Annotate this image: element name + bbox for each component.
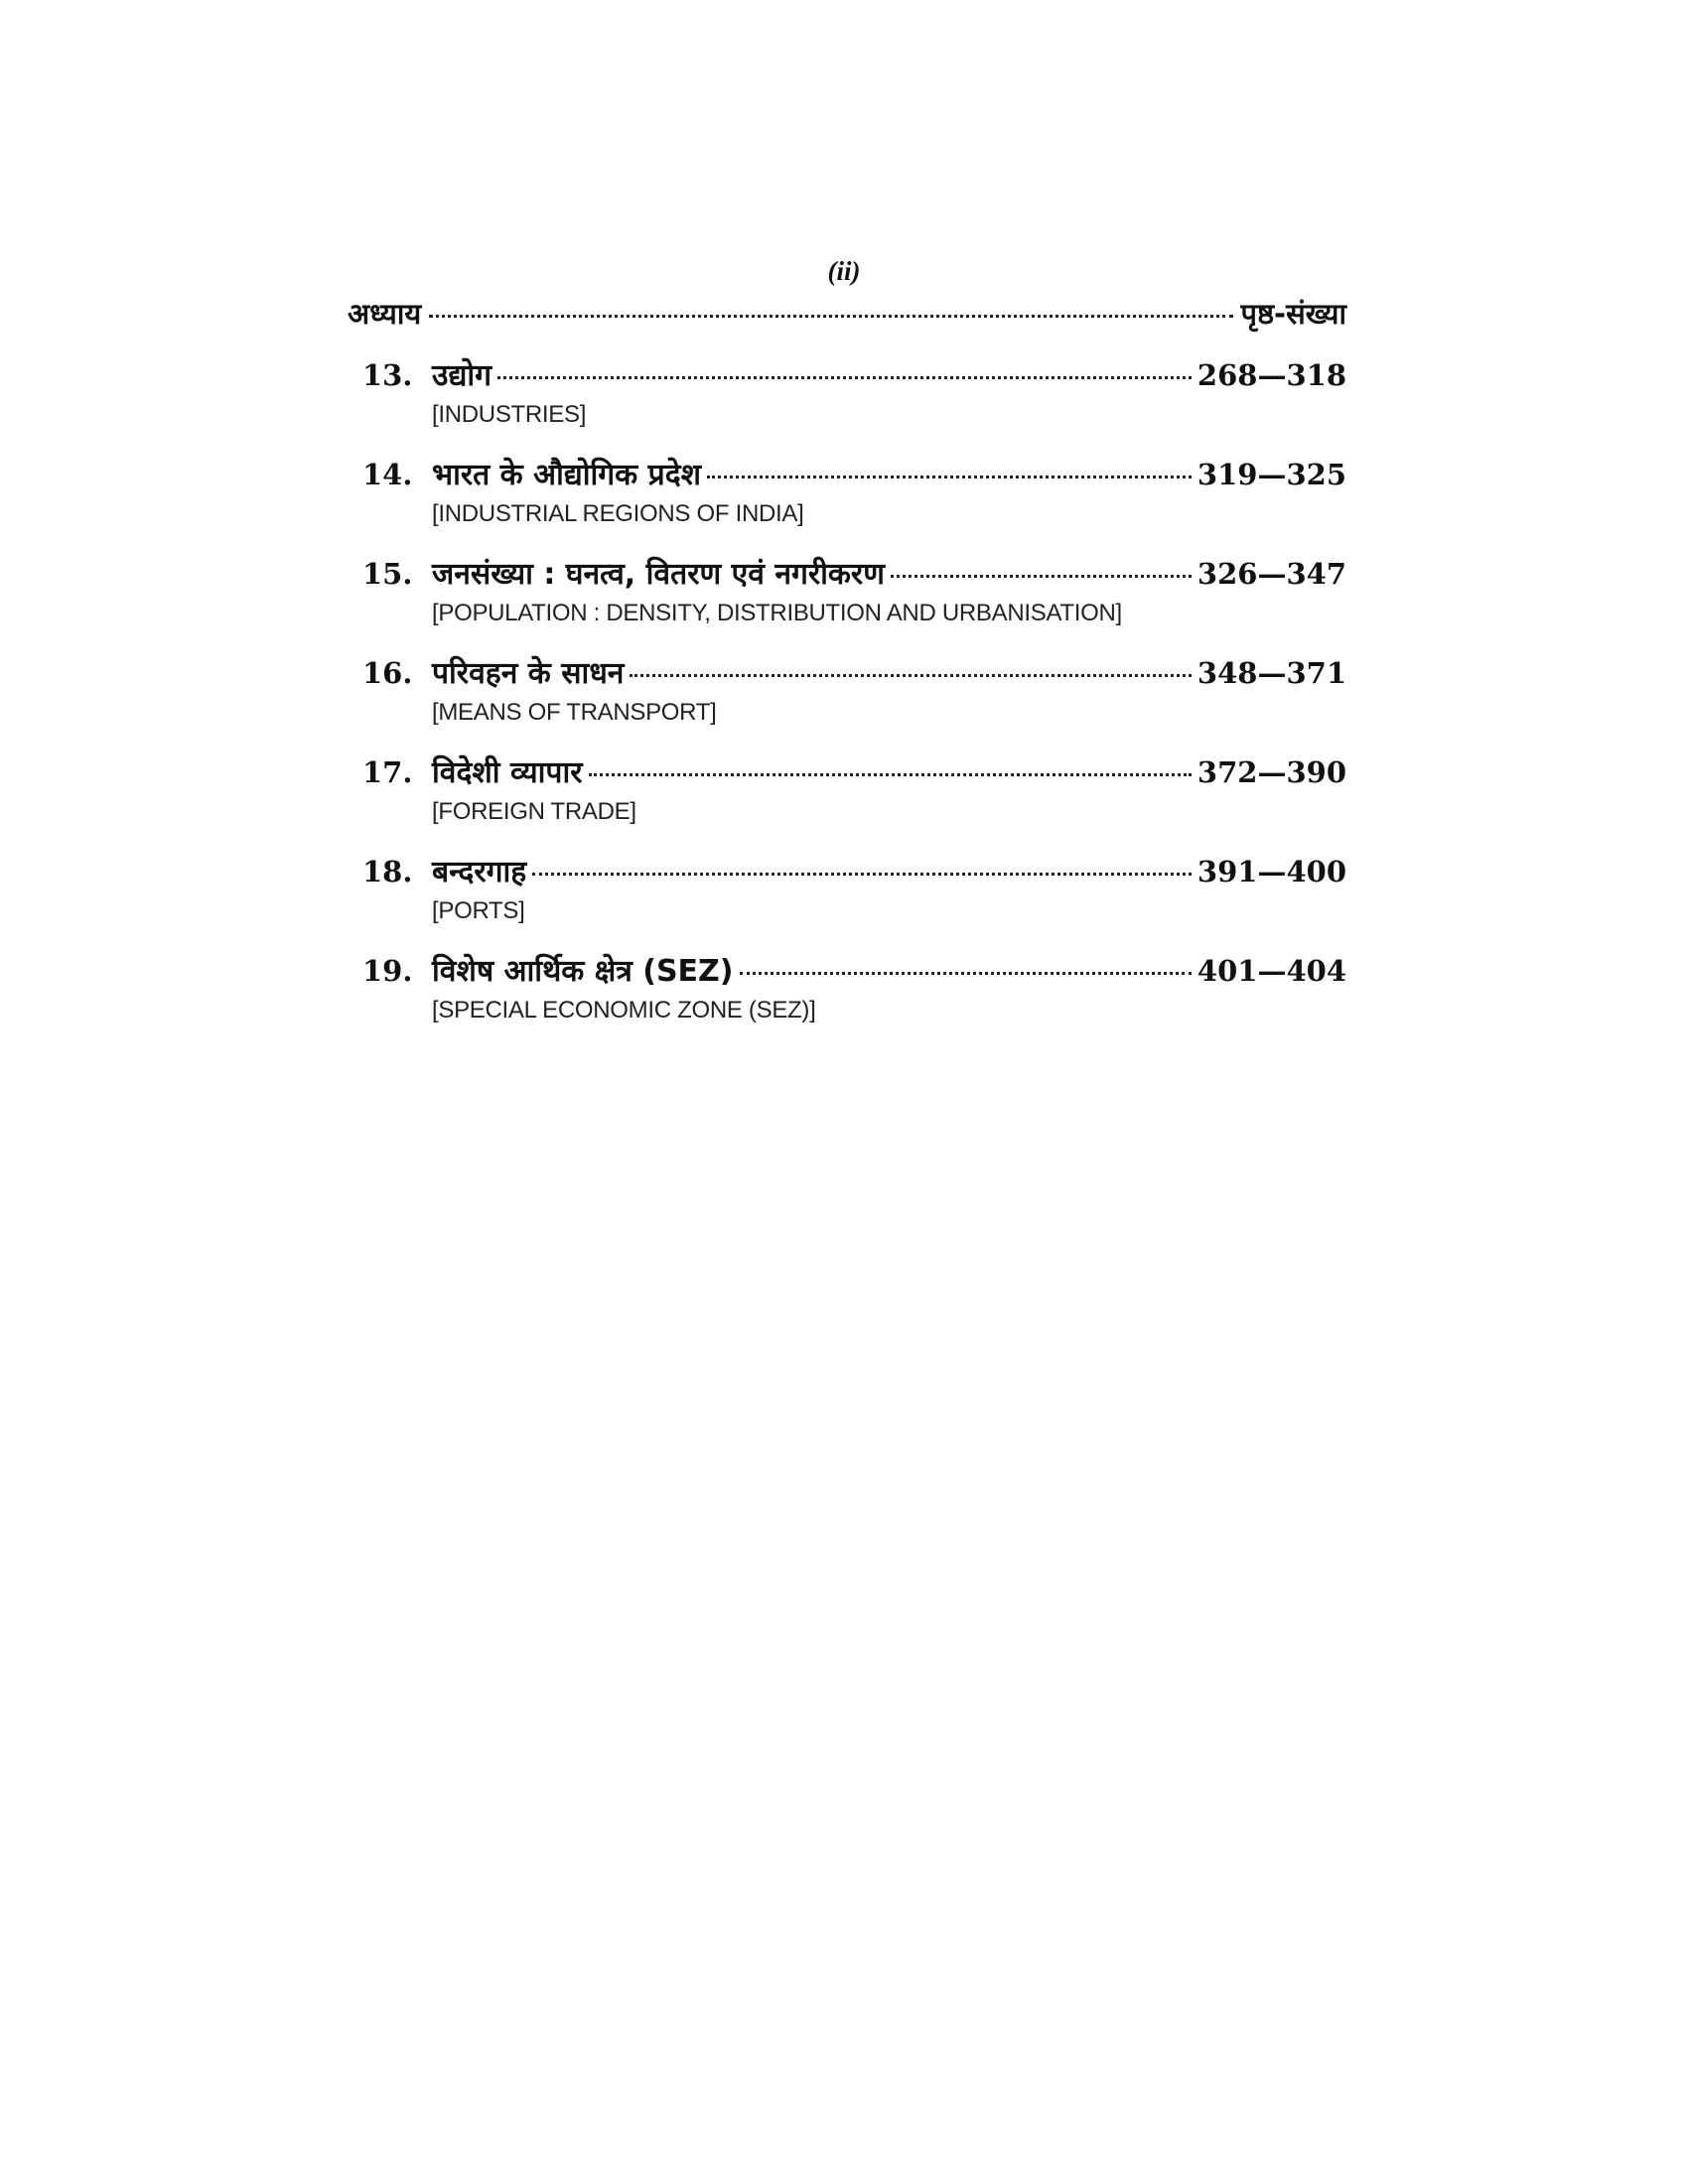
dot-leader [891, 575, 1192, 578]
chapter-title: उद्योग [432, 358, 492, 393]
chapter-subtitle: [PORTS] [432, 897, 525, 924]
chapter-pages: 326—347 [1196, 557, 1346, 591]
dot-leader [630, 674, 1192, 677]
chapter-number: 14. [362, 458, 413, 491]
chapter-title: बन्दरगाह [432, 855, 527, 889]
chapter-pages: 401—404 [1196, 954, 1346, 988]
chapter-subtitle: [MEANS OF TRANSPORT] [432, 699, 717, 726]
chapter-subtitle: [INDUSTRIES] [432, 401, 587, 428]
page-number: (ii) [827, 256, 861, 286]
chapter-pages: 372—390 [1196, 755, 1346, 789]
chapter-subtitle: [INDUSTRIAL REGIONS OF INDIA] [432, 500, 804, 527]
toc-entry[interactable] [348, 552, 1346, 639]
dot-leader [497, 376, 1192, 379]
table-of-contents [348, 294, 1346, 1036]
toc-entry[interactable] [348, 751, 1346, 838]
chapter-title: विशेष आर्थिक क्षेत्र (SEZ) [432, 954, 734, 989]
toc-header [348, 294, 1346, 341]
dot-leader [429, 315, 1232, 318]
chapter-title: जनसंख्या : घनत्व, वितरण एवं नगरीकरण [432, 557, 885, 592]
chapter-subtitle: [FOREIGN TRADE] [432, 798, 636, 825]
chapter-pages: 348—371 [1196, 656, 1346, 690]
dot-leader [589, 773, 1192, 776]
toc-entry[interactable] [348, 949, 1346, 1036]
chapter-number: 18. [362, 855, 413, 888]
dot-leader [532, 873, 1192, 876]
chapter-subtitle: [SPECIAL ECONOMIC ZONE (SEZ)] [432, 997, 816, 1024]
chapter-number: 13. [362, 358, 413, 392]
toc-entry[interactable] [348, 850, 1346, 937]
toc-entry[interactable] [348, 453, 1346, 540]
chapter-heading: अध्याय [348, 297, 422, 331]
chapter-number: 16. [362, 656, 413, 690]
chapter-subtitle: [POPULATION : DENSITY, DISTRIBUTION AND URBANISATION] [432, 600, 1122, 626]
chapter-number: 17. [362, 755, 413, 789]
chapter-pages: 319—325 [1196, 458, 1346, 491]
dot-leader [707, 476, 1192, 478]
chapter-pages: 391—400 [1196, 855, 1346, 888]
page-number-heading: पृष्ठ-संख्या [1240, 297, 1346, 331]
dot-leader [740, 972, 1192, 975]
chapter-number: 15. [362, 557, 413, 591]
chapter-title: परिवहन के साधन [432, 656, 625, 691]
chapter-title: विदेशी व्यापार [432, 755, 583, 790]
toc-entry[interactable] [348, 353, 1346, 441]
chapter-title: भारत के औद्योगिक प्रदेश [432, 458, 702, 492]
chapter-pages: 268—318 [1196, 358, 1346, 392]
chapter-number: 19. [362, 954, 413, 988]
toc-entry[interactable] [348, 651, 1346, 739]
